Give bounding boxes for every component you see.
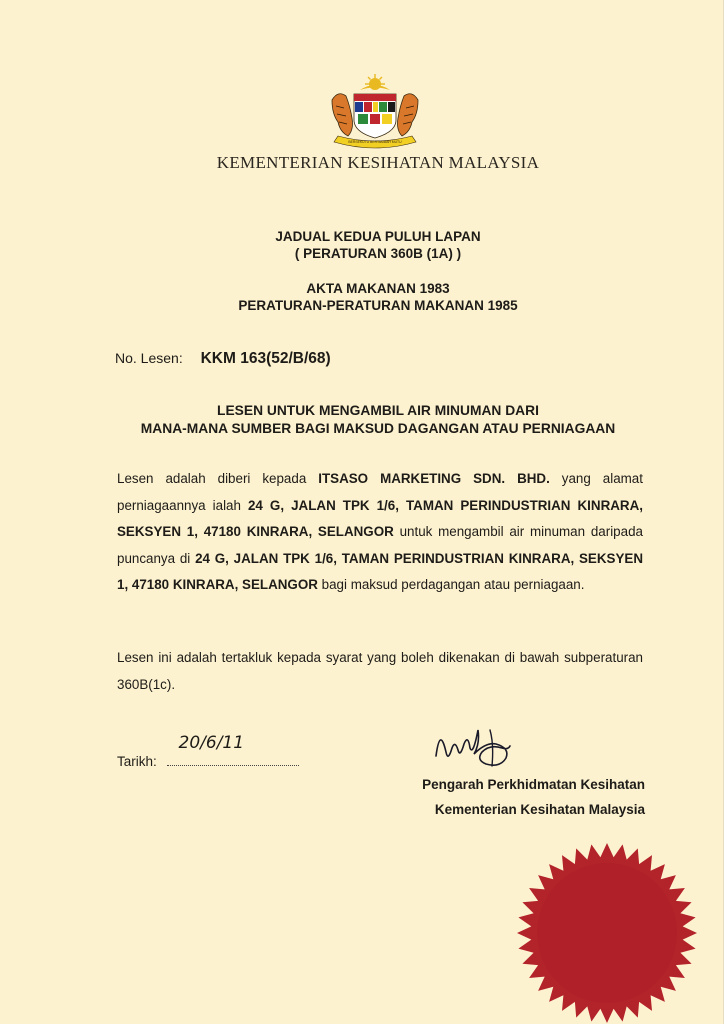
grant-text-b: yang alamat perniagaannya ialah [117, 471, 643, 513]
license-grant-paragraph [117, 466, 643, 599]
red-wax-seal [516, 842, 698, 1024]
licensee-company: ITSASO MARKETING SDN. BHD. [318, 471, 550, 486]
schedule-heading: JADUAL KEDUA PULUH LAPAN [275, 229, 481, 244]
license-number-label: No. Lesen: [115, 350, 183, 366]
date-line [167, 733, 299, 766]
date-label: Tarikh: [117, 754, 157, 769]
license-title-line1: LESEN UNTUK MENGAMBIL AIR MINUMAN DARI [217, 403, 539, 418]
license-number-row [115, 350, 331, 368]
grant-text-d: bagi maksud perdagangan atau perniagaan. [321, 577, 585, 593]
ministry-name: KEMENTERIAN KESIHATAN MALAYSIA [216, 153, 540, 172]
license-number-value: KKM 163(52/B/68) [200, 350, 331, 367]
conditions-paragraph: Lesen ini adalah tertakluk kepada syarat yang boleh dikenakan di bawah subperaturan 360B(1c). [117, 650, 643, 692]
date-row [117, 733, 299, 769]
business-address: 24 G, JALAN TPK 1/6, TAMAN PERINDUSTRIAN KINRARA, SEKSYEN 1, 47180 KINRARA, SELANGOR [117, 497, 643, 540]
act-title: AKTA MAKANAN 1983 [306, 281, 450, 296]
crest-motto: BERSEKUTU BERTAMBAH MUTU [348, 140, 402, 144]
grant-text-c: untuk mengambil air minuman daripada puncanya di [117, 524, 643, 566]
source-address: 24 G, JALAN TPK 1/6, TAMAN PERINDUSTRIAN KINRARA, SEKSYEN 1, 47180 KINRARA, SELANGOR [117, 550, 643, 593]
date-handwritten: 20/6/11 [178, 733, 245, 753]
handwritten-signature [428, 720, 536, 772]
signatory-title: Pengarah Perkhidmatan Kesihatan [422, 777, 645, 792]
schedule-regulation: ( PERATURAN 360B (1A) ) [294, 246, 462, 261]
regulations-title: PERATURAN-PERATURAN MAKANAN 1985 [238, 298, 518, 313]
grant-text-a: Lesen adalah diberi kepada [117, 471, 307, 486]
coat-of-arms-emblem [324, 72, 426, 150]
signatory-org: Kementerian Kesihatan Malaysia [434, 802, 645, 817]
license-title-line2: MANA-MANA SUMBER BAGI MAKSUD DAGANGAN ATAU PERNIAGAAN [140, 421, 616, 436]
